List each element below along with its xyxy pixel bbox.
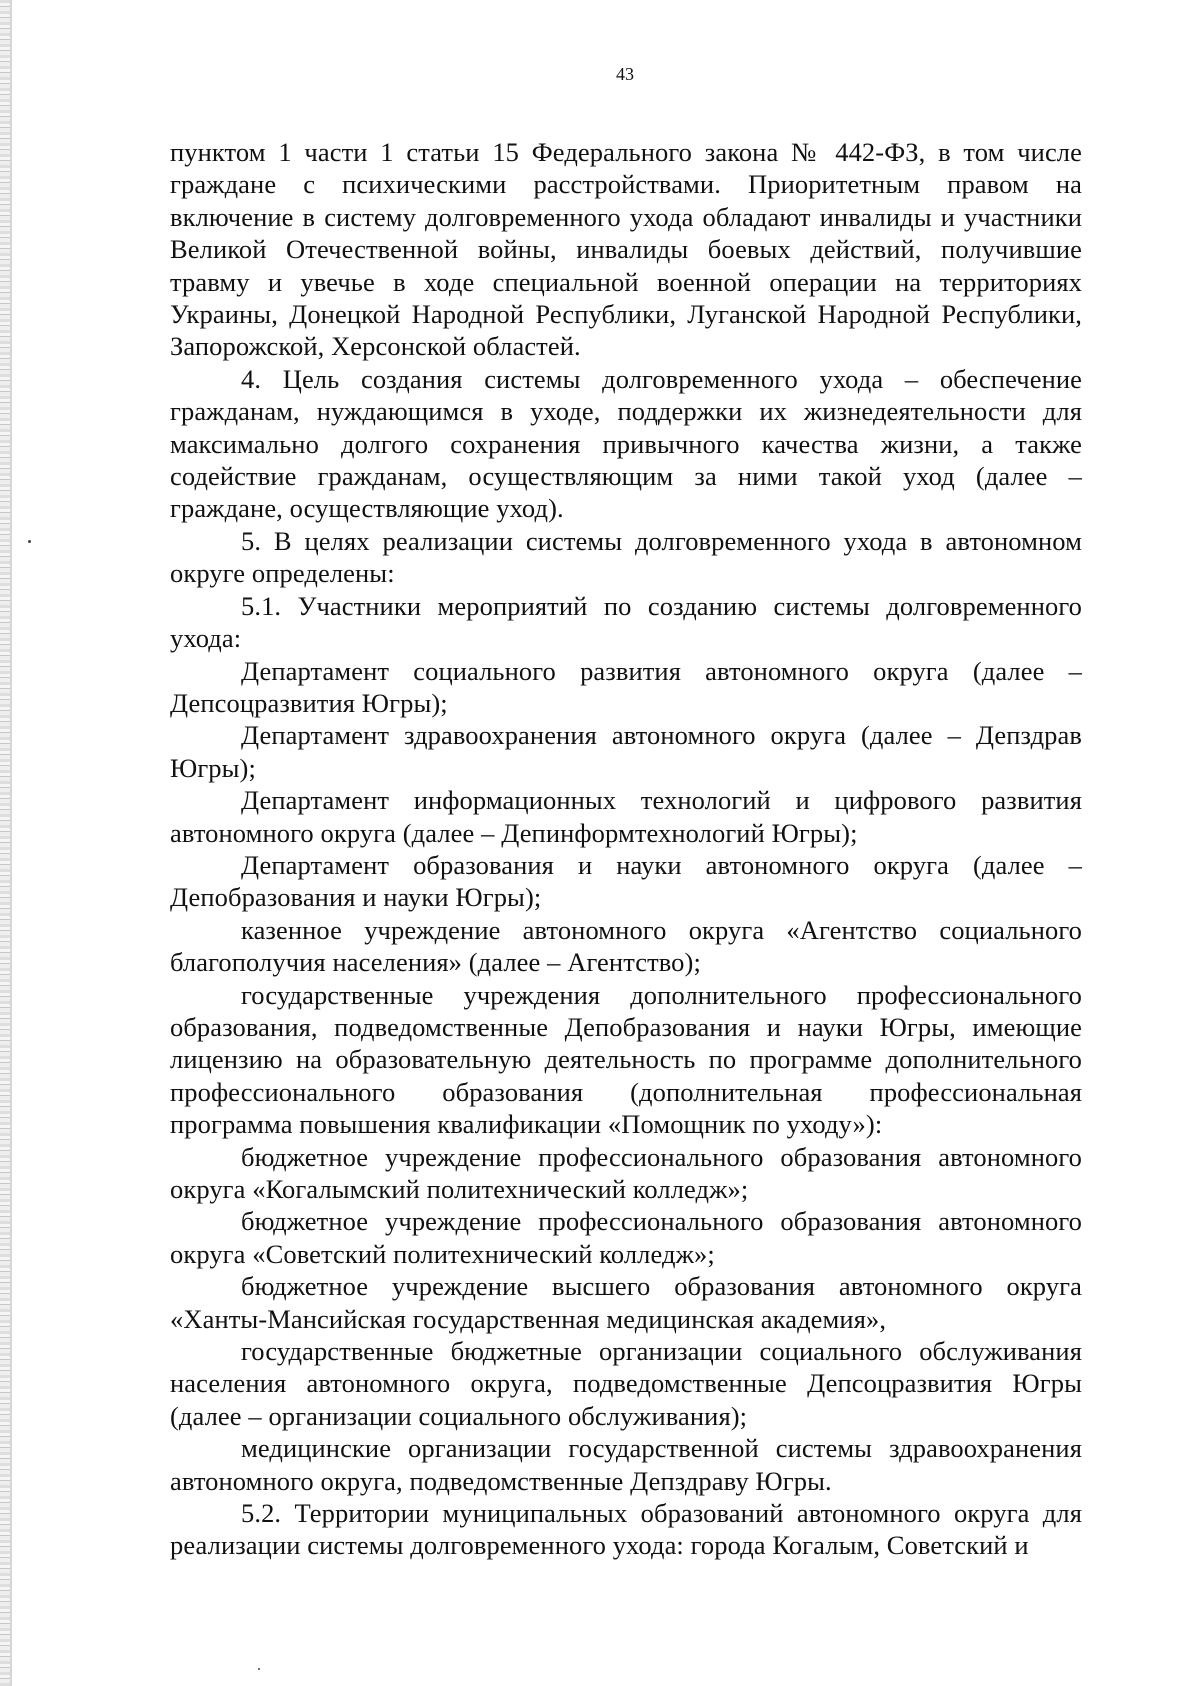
- paragraph: 5.2. Территории муниципальных образований автономного округа для реализации системы долговременного ухода: города Когалым, Советский и: [170, 1498, 1082, 1561]
- paragraph: 5. В целях реализации системы долговременного ухода в автономном округе определены:: [170, 525, 1082, 589]
- paragraph: пунктом 1 части 1 статьи 15 Федерального закона № 442-ФЗ, в том числе граждане с психическими расстройствами. Приоритетным правом на включение в систему долговременного ухода обладают инвалиды и участники Великой Отечественной войны, инвалиды боевых действий, получившие травму и увечье в ходе специальной военной операции на территориях Украины, Донецкой Народной Республики, Луганской Народной Республики, Запорожской, Херсонской областей.: [170, 137, 1082, 362]
- paragraph: Департамент информационных технологий и цифрового развития автономного округа (далее – Депинформтехнологий Югры);: [170, 785, 1082, 848]
- paragraph: медицинские организации государственной системы здравоохранения автономного округа, подведомственные Депздраву Югры.: [170, 1433, 1082, 1496]
- paragraph: казенное учреждение автономного округа «Агентство социального благополучия населения» (далее – Агентство);: [170, 914, 1082, 978]
- paragraph: 4. Цель создания системы долговременного ухода – обеспечение гражданам, нуждающимся в уходе, поддержки их жизнедеятельности для максимально долгого сохранения привычного качества жизни, а также содействие гражданам, осуществляющим за ними такой уход (далее – граждане, осуществляющие уход).: [170, 363, 1082, 524]
- paragraph: Департамент здравоохранения автономного округа (далее – Депздрав Югры);: [170, 720, 1082, 783]
- paragraph: бюджетное учреждение высшего образования автономного округа «Ханты-Мансийская государственная медицинская академия»,: [170, 1271, 1082, 1334]
- paragraph: бюджетное учреждение профессионального образования автономного округа «Когалымский политехнический колледж»;: [170, 1141, 1082, 1204]
- paragraph: бюджетное учреждение профессионального образования автономного округа «Советский политехнический колледж»;: [170, 1206, 1082, 1269]
- scan-edge: [0, 0, 12, 1686]
- paragraph: 5.1. Участники мероприятий по созданию системы долговременного ухода:: [170, 590, 1082, 654]
- paragraph: государственные бюджетные организации социального обслуживания населения автономного округа, подведомственные Депсоцразвития Югры (далее – организации социального обслуживания);: [170, 1336, 1082, 1431]
- paragraph: государственные учреждения дополнительного профессионального образования, подведомственные Депобразования и науки Югры, имеющие лицензию на образовательную деятельность по программе дополнительного профессионального образования (дополнительная профессиональная программа повышения квалификации «Помощник по уходу»):: [170, 979, 1082, 1140]
- document-body: [170, 136, 1082, 1562]
- scan-speck: [28, 540, 31, 543]
- paragraph: Департамент образования и науки автономного округа (далее – Депобразования и науки Югры);: [170, 849, 1082, 913]
- paragraph: Департамент социального развития автономного округа (далее – Депсоцразвития Югры);: [170, 655, 1082, 718]
- page-number: 43: [616, 64, 634, 84]
- scan-speck: [258, 1668, 260, 1670]
